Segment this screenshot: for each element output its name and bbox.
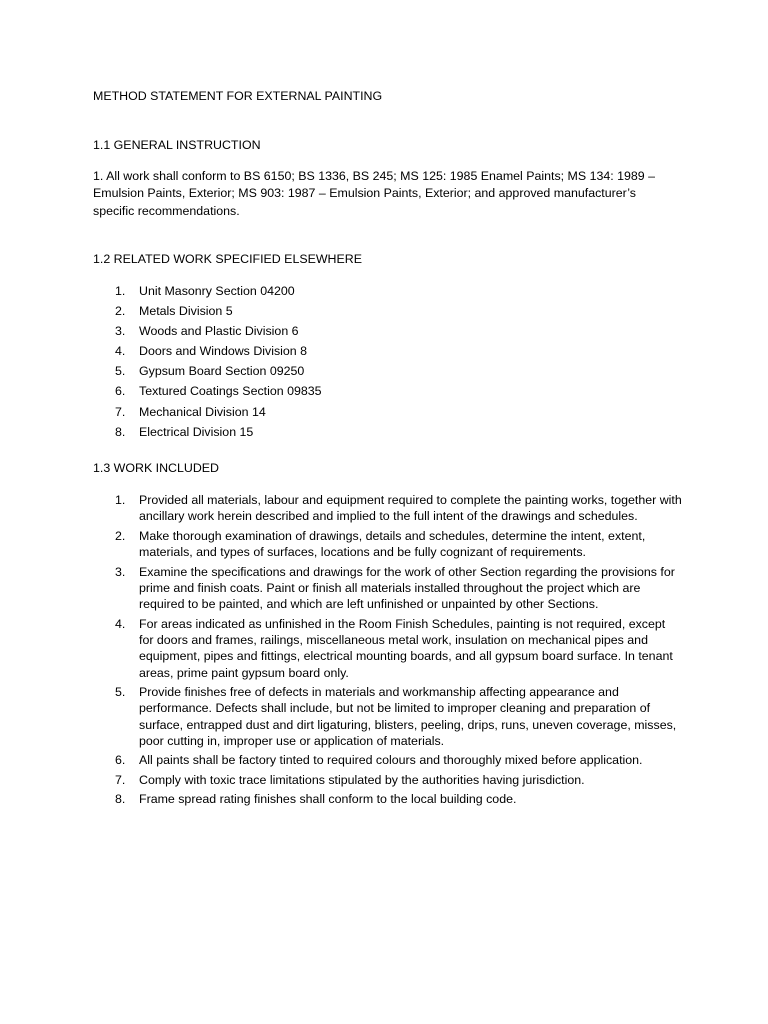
list-item-text: Examine the specifications and drawings for the work of other Section regarding the provisions for prime and finish coats. Paint or finish all materials installed throughout the project which are required to be painted, and which are left unfinished or unpainted by other Sections. — [139, 564, 675, 612]
list-item-text: Make thorough examination of drawings, details and schedules, determine the intent, extent, materials, and types of surfaces, locations and be fully cognizant of requirements. — [139, 528, 646, 560]
list-item-text: Metals Division 5 — [139, 304, 233, 319]
list-item-number: 7. — [115, 404, 126, 419]
section-heading-related-work: 1.2 RELATED WORK SPECIFIED ELSEWHERE — [93, 252, 362, 266]
list-item-number: 2. — [115, 304, 126, 319]
list-item — [93, 492, 683, 525]
list-item — [93, 752, 683, 768]
section-heading-general-instruction: 1.1 GENERAL INSTRUCTION — [93, 138, 261, 152]
list-item — [93, 564, 683, 613]
list-item — [93, 303, 683, 319]
list-item-number: 5. — [115, 364, 126, 379]
list-item-number: 4. — [115, 344, 126, 359]
list-item-text: Provided all materials, labour and equipment required to complete the painting works, together with ancillary work herein described and implied to the full intent of the drawings and schedules. — [139, 493, 682, 524]
list-item-text: Mechanical Division 14 — [139, 404, 266, 419]
general-instruction-paragraph: 1. All work shall conform to BS 6150; BS 1336, BS 245; MS 125: 1985 Enamel Paints; MS 134: 1989 – Emulsion Paints, Exterior; MS 903: 1987 – Emulsion Paints, Exterior; and approved manufacturer’s specific recommendations. — [93, 169, 656, 218]
list-item — [93, 528, 683, 561]
list-item-number: 2. — [115, 528, 126, 543]
list-item-text: All paints shall be factory tinted to required colours and thoroughly mixed before application. — [139, 753, 643, 768]
work-included-list — [93, 492, 683, 811]
list-item-number: 3. — [115, 564, 126, 579]
list-item — [93, 684, 683, 749]
list-item-number: 5. — [115, 685, 126, 700]
list-item-number: 1. — [115, 284, 126, 298]
list-item-text: Doors and Windows Division 8 — [139, 344, 308, 359]
list-item-number: 8. — [115, 424, 126, 439]
list-item — [93, 283, 683, 299]
related-work-list — [93, 283, 683, 444]
document-title: METHOD STATEMENT FOR EXTERNAL PAINTING — [93, 89, 383, 103]
section-heading-work-included: 1.3 WORK INCLUDED — [93, 461, 219, 475]
list-item-number: 6. — [115, 753, 126, 768]
list-item-text: Electrical Division 15 — [139, 424, 254, 439]
list-item — [93, 424, 683, 440]
list-item — [93, 404, 683, 420]
list-item-text: Unit Masonry Section 04200 — [139, 284, 295, 298]
list-item — [93, 323, 683, 339]
list-item-number: 8. — [115, 792, 126, 807]
list-item-text: For areas indicated as unfinished in the Room Finish Schedules, painting is not required, except for doors and frames, railings, miscellaneous metal work, insulation on mechanical pipes and equipment, pipes and fittings, electrical mounting boards, and all gypsum board surface. In tenant areas, prime paint gypsum board only. — [139, 616, 673, 680]
list-item-text: Gypsum Board Section 09250 — [139, 364, 305, 379]
list-item-text: Comply with toxic trace limitations stipulated by the authorities having jurisdiction. — [139, 772, 585, 787]
list-item-text: Woods and Plastic Division 6 — [139, 324, 299, 339]
list-item — [93, 616, 683, 681]
list-item-text: Textured Coatings Section 09835 — [139, 384, 322, 399]
list-item-number: 4. — [115, 616, 126, 631]
list-item — [93, 791, 683, 807]
list-item — [93, 343, 683, 359]
list-item-number: 1. — [115, 493, 126, 507]
list-item-text: Frame spread rating finishes shall conform to the local building code. — [139, 792, 517, 807]
list-item-number: 6. — [115, 384, 126, 399]
list-item-number: 7. — [115, 772, 126, 787]
list-item-number: 3. — [115, 324, 126, 339]
list-item — [93, 772, 683, 788]
list-item — [93, 383, 683, 399]
list-item — [93, 363, 683, 379]
list-item-text: Provide finishes free of defects in materials and workmanship affecting appearance and performance. Defects shall include, but not be limited to improper cleaning and preparation of surface, entrapped dust and dirt ligaturing, blisters, peeling, drips, runs, uneven coverage, misses, poor cutting in, improper use or application of materials. — [139, 685, 677, 748]
